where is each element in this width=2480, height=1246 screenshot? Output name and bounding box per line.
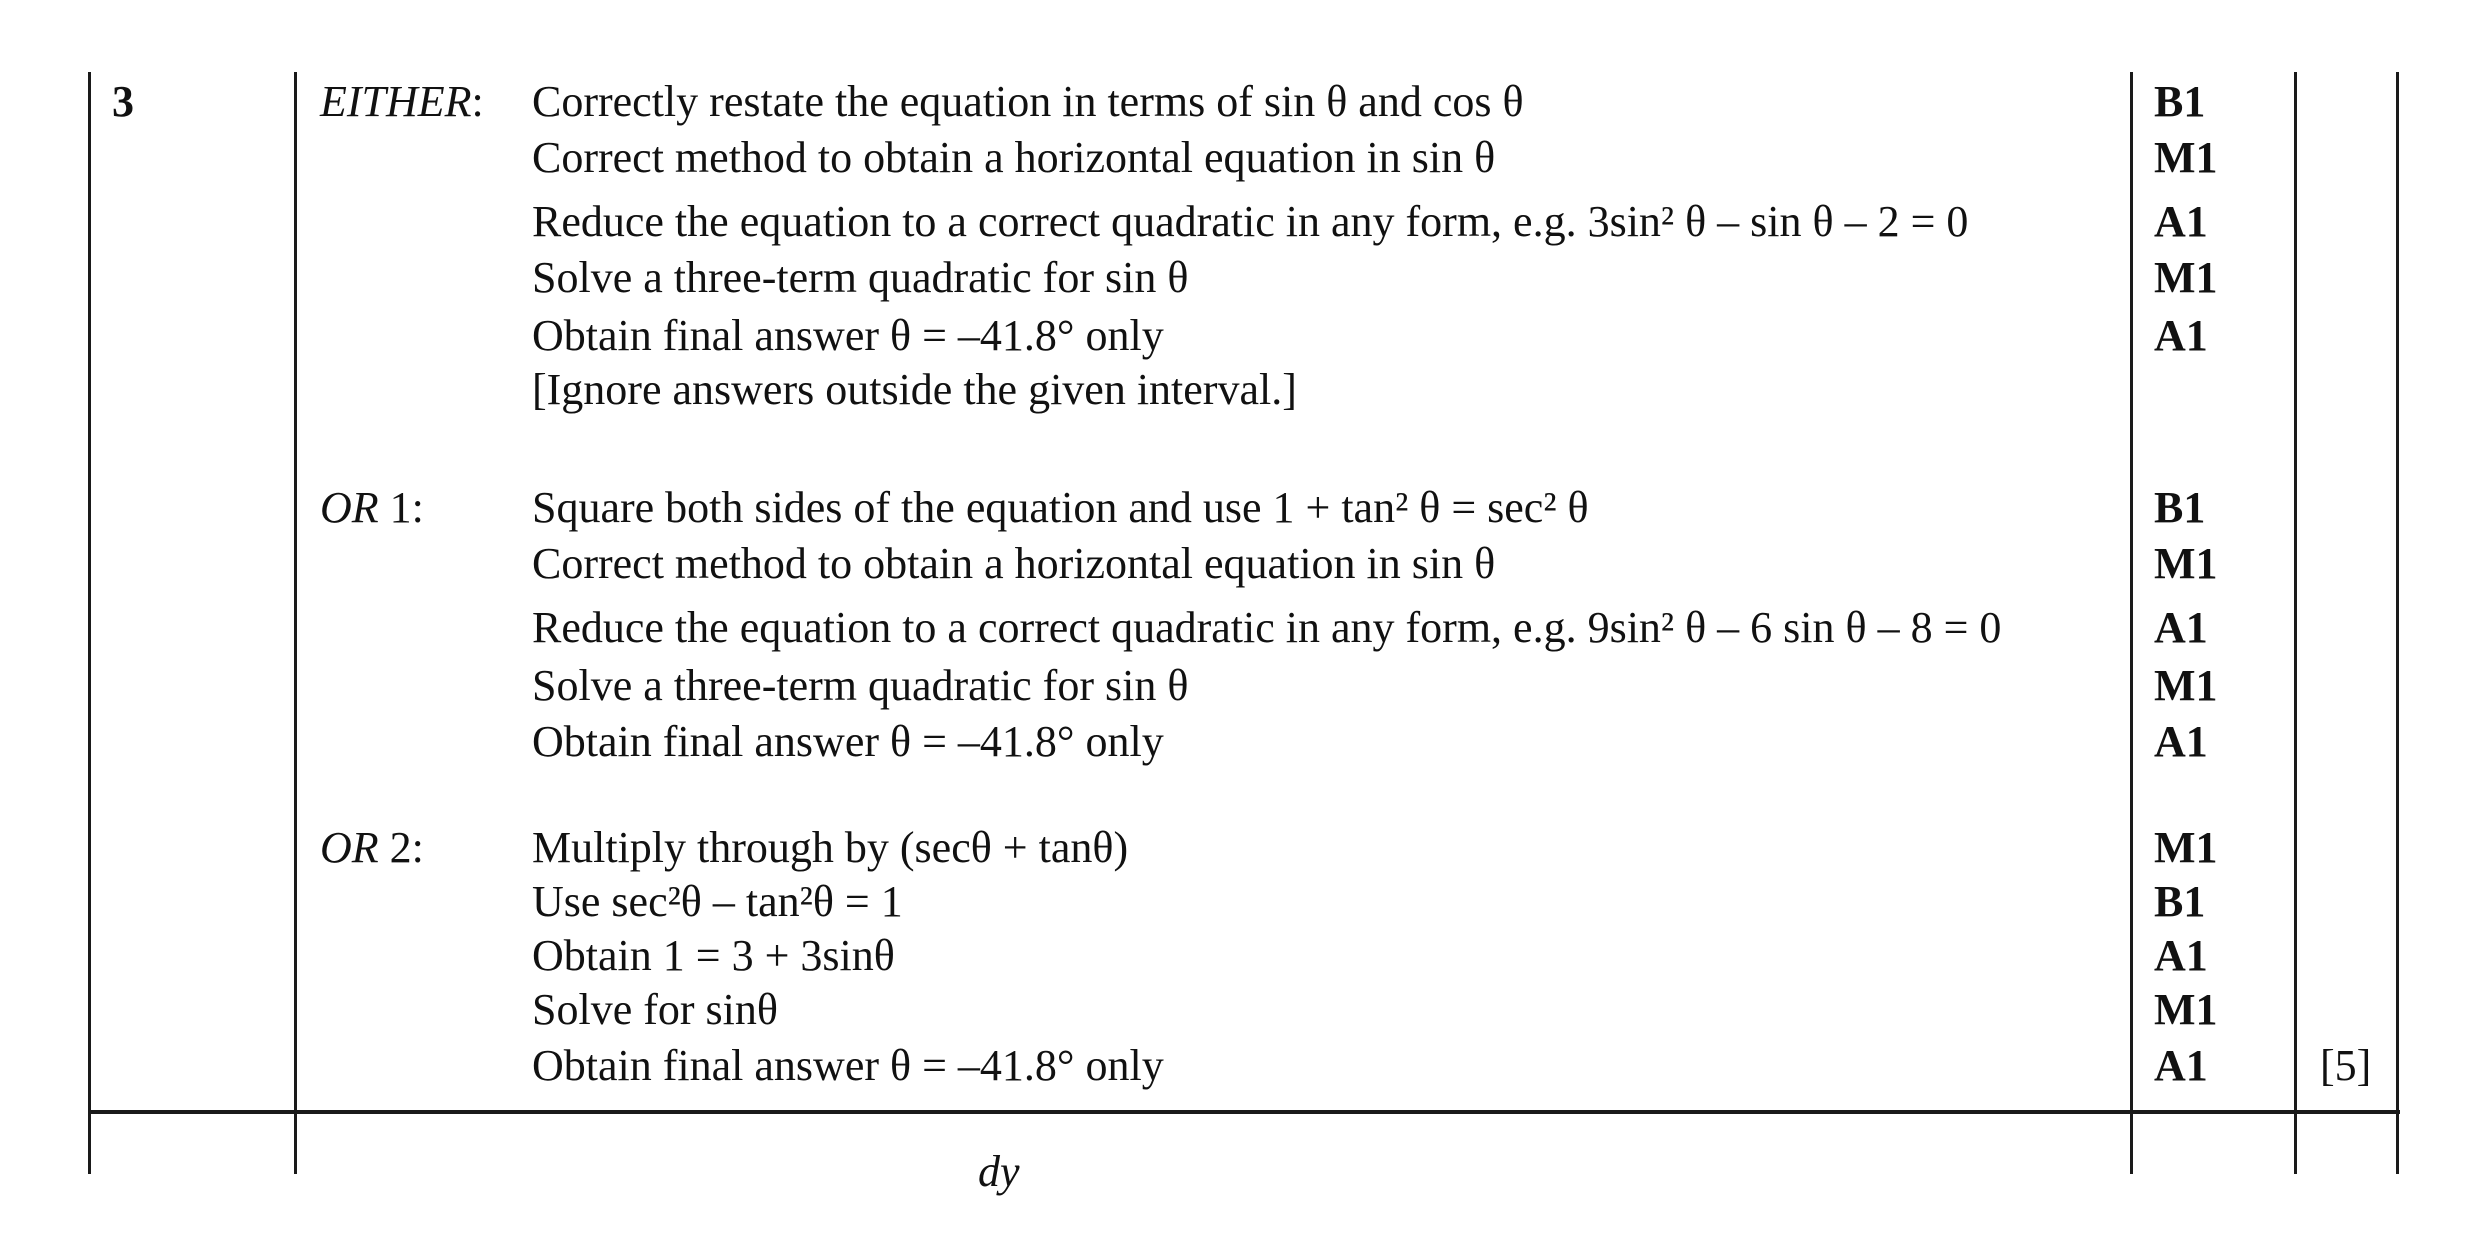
mark-code: M1: [2154, 823, 2218, 872]
table-divider-marks-lower: [2130, 1114, 2133, 1174]
table-divider-total-lower: [2294, 1114, 2297, 1174]
mark-code: M1: [2154, 661, 2218, 710]
mark-code: A1: [2154, 1041, 2208, 1090]
table-border-left: [88, 72, 91, 1172]
step-text: [Ignore answers outside the given interval.]: [532, 365, 1297, 414]
step-text: Reduce the equation to a correct quadratic in any form, e.g. 9sin² θ – 6 sin θ – 8 = 0: [532, 603, 2002, 652]
mark-code: B1: [2154, 483, 2206, 532]
step-text: Obtain final answer θ = –41.8° only: [532, 1041, 1164, 1090]
step-text: Correct method to obtain a horizontal equation in sin θ: [532, 133, 1496, 182]
question-number: 3: [112, 77, 134, 126]
method-label-either: EITHER:: [320, 77, 484, 126]
row-separator: [90, 1110, 2400, 1114]
table-border-right: [2396, 72, 2399, 1172]
table-border-right-lower: [2396, 1114, 2399, 1174]
step-text: Correctly restate the equation in terms of sin θ and cos θ: [532, 77, 1524, 126]
table-divider-question: [294, 72, 297, 1172]
step-text: Use sec²θ – tan²θ = 1: [532, 877, 903, 926]
mark-code: A1: [2154, 931, 2208, 980]
table-divider-total: [2294, 72, 2297, 1172]
next-question-fragment: dy: [978, 1147, 1020, 1196]
mark-code: A1: [2154, 311, 2208, 360]
step-text: Obtain final answer θ = –41.8° only: [532, 311, 1164, 360]
table-border-left-lower: [88, 1114, 91, 1174]
table-divider-question-lower: [294, 1114, 297, 1174]
mark-code: M1: [2154, 539, 2218, 588]
mark-code: A1: [2154, 603, 2208, 652]
mark-code: B1: [2154, 77, 2206, 126]
mark-code: M1: [2154, 253, 2218, 302]
step-text: Reduce the equation to a correct quadratic in any form, e.g. 3sin² θ – sin θ – 2 = 0: [532, 197, 1969, 246]
step-text: Obtain 1 = 3 + 3sinθ: [532, 931, 895, 980]
step-text: Solve a three-term quadratic for sin θ: [532, 661, 1189, 710]
mark-code: B1: [2154, 877, 2206, 926]
step-text: Multiply through by (secθ + tanθ): [532, 823, 1129, 872]
method-label-or-2: OR 2:: [320, 823, 424, 872]
step-text: Solve a three-term quadratic for sin θ: [532, 253, 1189, 302]
mark-code: A1: [2154, 717, 2208, 766]
mark-code: M1: [2154, 985, 2218, 1034]
step-text: Solve for sinθ: [532, 985, 778, 1034]
mark-code: M1: [2154, 133, 2218, 182]
mark-code: A1: [2154, 197, 2208, 246]
step-text: Obtain final answer θ = –41.8° only: [532, 717, 1164, 766]
step-text: Square both sides of the equation and use 1 + tan² θ = sec² θ: [532, 483, 1589, 532]
total-marks: [5]: [2320, 1041, 2372, 1090]
step-text: Correct method to obtain a horizontal equation in sin θ: [532, 539, 1496, 588]
method-label-or-1: OR 1:: [320, 483, 424, 532]
table-divider-marks: [2130, 72, 2133, 1172]
